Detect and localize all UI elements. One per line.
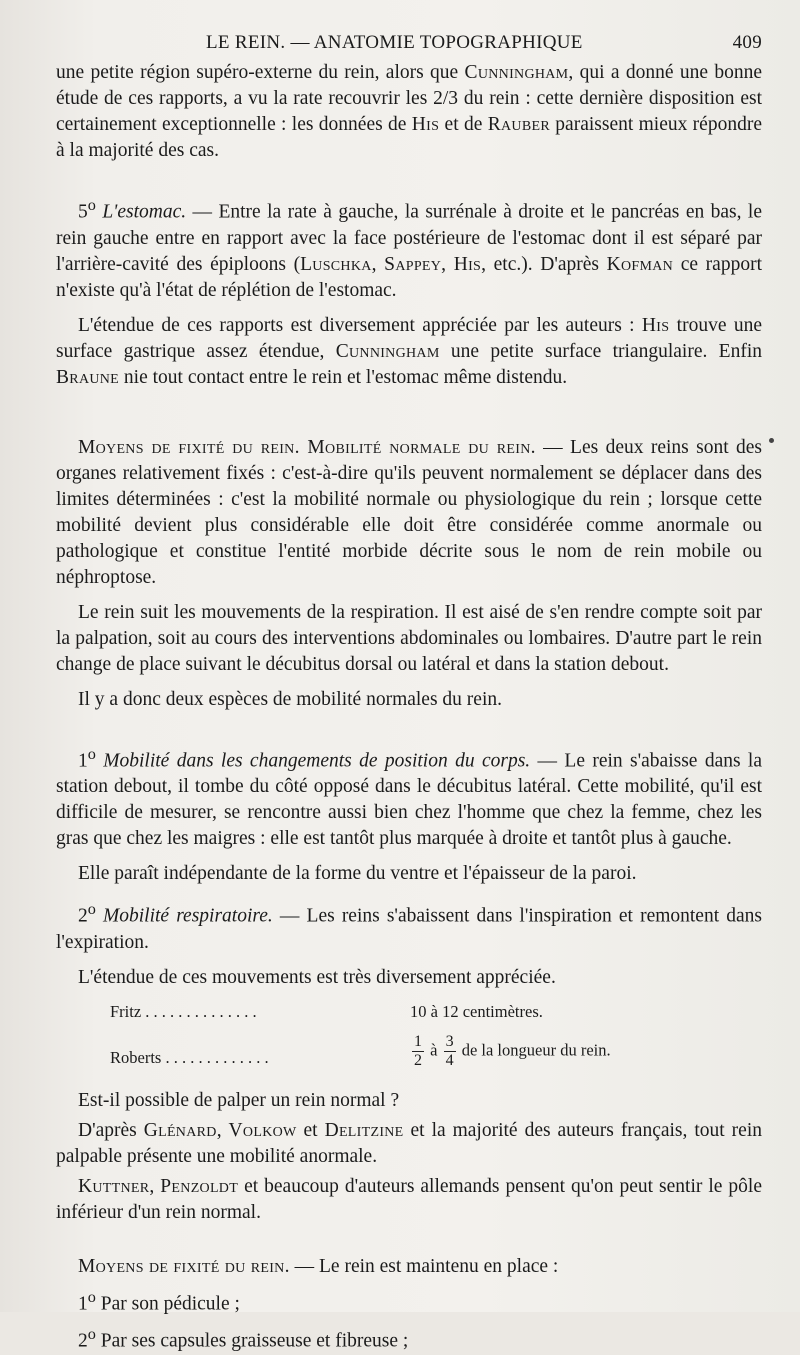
text-run: , etc.). D'après — [481, 253, 607, 275]
section-number: 5 — [78, 201, 88, 223]
fraction — [444, 1033, 456, 1070]
text-run: une petite surface triangulaire. Enfin — [439, 340, 762, 362]
text-run: — Les deux reins sont des organes relativement fixés : c'est-à-dire qu'ils peuvent normalement se déplacer dans des limites déterminées : c'est la mobilité normale ou physiologique du rein ; lorsque cette mobilité devient plus considérable elle doit être considérée comme anormale ou pathologique et constitue l'entité morbide décrite sous le nom de rein mobile ou néphroptose. — [56, 436, 763, 588]
author-name: Kuttner — [78, 1175, 150, 1197]
fraction-numerator: 3 — [445, 1032, 454, 1050]
text-run: , — [216, 1119, 229, 1141]
fraction — [412, 1033, 424, 1070]
paragraph-independante: Elle paraît indépendante de la forme du ventre et l'épaisseur de la paroi. — [78, 863, 637, 884]
section-heading: L'estomac. — [102, 201, 187, 223]
author-name: His — [641, 314, 670, 336]
author-name: Sappey — [384, 253, 442, 275]
text-run: nie tout contact entre le rein et l'estomac même distendu. — [119, 366, 568, 388]
section-number: 2 — [78, 905, 88, 927]
table-row — [56, 999, 762, 1033]
list-number: 2 — [78, 1330, 88, 1352]
author-name: Rauber — [487, 114, 550, 135]
author-name: Kofman — [606, 253, 674, 275]
text-run: , — [371, 253, 385, 275]
text-run: à — [426, 1039, 442, 1059]
author-name: Cunningham — [335, 340, 440, 362]
text-run: — Le rein est maintenu en place : — [289, 1255, 559, 1277]
text-run: une petite région supéro-externe du rein, alors que — [56, 62, 465, 83]
author-name: Penzoldt — [160, 1175, 239, 1197]
body-text — [56, 60, 762, 1355]
ordinal-mark: o — [87, 900, 96, 918]
text-run: et — [296, 1119, 325, 1141]
paragraph-moyens-fixite-2 — [56, 1254, 762, 1280]
text-run: , — [149, 1175, 161, 1197]
table-label: Roberts . . . . . . . . . . . . . — [110, 1047, 269, 1067]
table-value — [410, 1033, 611, 1070]
text-run: , — [441, 253, 454, 275]
margin-dot-mark — [769, 438, 774, 443]
author-name: His — [411, 114, 440, 135]
fraction-numerator: 1 — [414, 1032, 422, 1050]
list-text: Par ses capsules graisseuse et fibreuse ; — [95, 1330, 409, 1352]
text-run: et beaucoup d'auteurs allemands pensent qu'on peut sentir le pôle inférieur d'un rein normal. — [56, 1175, 763, 1223]
author-name: Braune — [56, 366, 120, 388]
text-run: trouve une surface gastrique assez étendue, — [56, 314, 762, 362]
author-name: Delitzine — [324, 1119, 404, 1141]
text-run: et de — [439, 114, 488, 135]
text-run: et la majorité des auteurs français, tout rein palpable présente une mobilité anormale. — [56, 1119, 762, 1167]
paragraph-rapports-etendue — [56, 313, 762, 391]
ordinal-mark: o — [87, 1325, 96, 1343]
fraction-denominator: 2 — [414, 1051, 422, 1069]
author-name: Glénard — [143, 1119, 217, 1141]
text-run: L'étendue de ces rapports est diversement appréciée par les auteurs : — [78, 314, 642, 336]
measurements-table — [56, 999, 762, 1079]
paragraph-deux-especes: Il y a donc deux espèces de mobilité normales du rein. — [78, 688, 502, 710]
section-number: 1 — [78, 750, 88, 771]
paragraph-palper-question: Est-il possible de palper un rein normal ? — [78, 1089, 400, 1111]
list-text: Par son pédicule ; — [95, 1293, 240, 1314]
running-header — [56, 28, 762, 60]
table-row — [56, 1033, 762, 1079]
text-run: — Entre la rate à gauche, la surrénale à droite et le pancréas en bas, le rein gauche entre en rapport avec la face postérieure de l'estomac dont il est séparé par l'arrière-cavité des épiploons ( — [56, 201, 763, 275]
running-title: LE REIN. — ANATOMIE TOPOGRAPHIQUE — [206, 32, 583, 53]
text-run: D'après — [78, 1119, 144, 1141]
paragraph-auteurs-francais — [56, 1118, 762, 1170]
paragraph-auteurs-allemands — [56, 1174, 762, 1226]
text-run: — Le rein s'abaisse dans la station debout, il tombe du côté opposé dans le décubitus latéral. Cette mobilité, qu'il est difficile de mesurer, se rencontre aussi bien chez l'homme que chez la femme, chez les gras que chez les maigres : elle est tantôt plus marquée à droite et tantôt plus à gauche. — [56, 750, 762, 849]
paragraph-etendue-mouvements: L'étendue de ces mouvements est très diversement appréciée. — [78, 966, 556, 988]
author-name: Luschka — [300, 253, 372, 275]
paragraph-estomac — [56, 192, 762, 304]
fraction-denominator: 4 — [445, 1051, 454, 1069]
paragraph-mobilite-position — [56, 741, 762, 853]
text-run: , qui a donné une bonne étude de ces rapports, a vu la rate recouvrir les 2/3 du rein : cette dernière disposition est certainement exceptionnelle : les données de — [56, 62, 762, 135]
text-run: de la longueur du rein. — [457, 1039, 611, 1059]
section-heading: Mobilité respiratoire. — [103, 905, 273, 927]
paragraph-respiration: Le rein suit les mouvements de la respiration. Il est aisé de s'en rendre compte soit par la palpation, soit au cours des interventions abdominales ou lombaires. D'autre part le rein change de place suivant le décubitus dorsal ou latéral et dans la station debout. — [56, 601, 762, 675]
text-run: ce rapport n'existe qu'à l'état de réplétion de l'estomac. — [56, 253, 762, 301]
section-heading: Moyens de fixité du rein. — [78, 1255, 290, 1277]
author-name: Volkow — [228, 1119, 297, 1141]
ordinal-mark: o — [87, 744, 96, 763]
text-run: paraissent mieux répondre à la majorité des cas. — [56, 114, 762, 161]
page-number: 409 — [732, 32, 762, 53]
ordinal-mark: o — [87, 1287, 96, 1306]
section-heading: Moyens de fixité du rein. Mobilité normale du rein. — [78, 436, 536, 458]
paragraph-mobilite-respiratoire — [56, 896, 762, 956]
text-run: — Les reins s'abaissent dans l'inspiration et remontent dans l'expiration. — [56, 905, 762, 953]
list-item — [56, 1321, 762, 1355]
paragraph-moyens-fixite — [56, 435, 762, 591]
ordinal-mark: o — [87, 196, 96, 214]
list-number: 1 — [78, 1293, 88, 1314]
table-label: Fritz . . . . . . . . . . . . . . — [110, 1001, 257, 1021]
author-name: His — [453, 253, 482, 275]
section-heading: Mobilité dans les changements de position du corps. — [103, 750, 531, 771]
table-value: 10 à 12 centimètres. — [410, 1001, 543, 1021]
paragraph-rate-continued — [56, 60, 762, 164]
author-name: Cunningham — [464, 62, 569, 83]
